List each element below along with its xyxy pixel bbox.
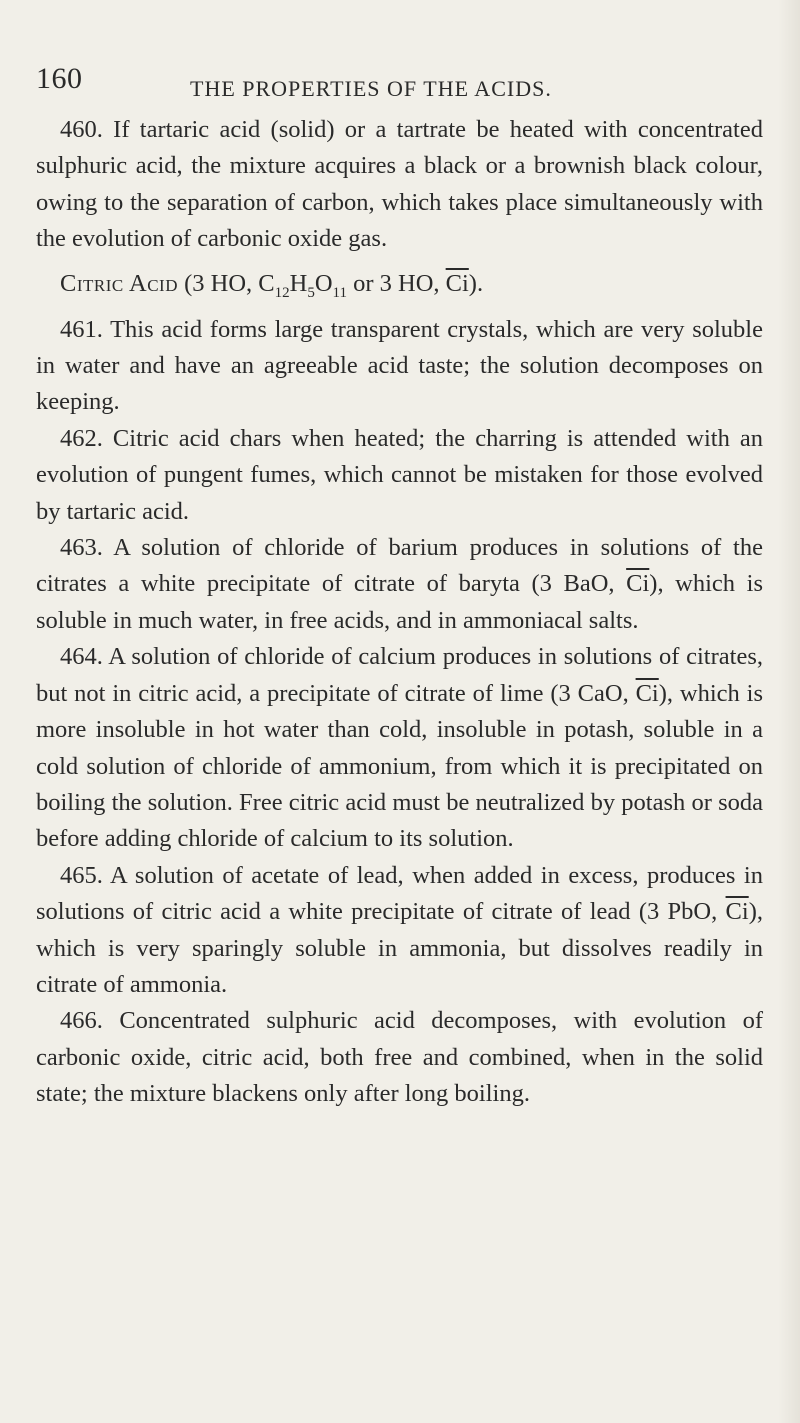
page-body [36, 112, 763, 1113]
paragraph-465-text-b: ), which is very sparingly soluble in ammonia, but dissolves readily in citrate of ammonia. [36, 898, 763, 998]
citrate-symbol: $\overline{Ci}$ [626, 570, 650, 598]
paragraph-465 [36, 858, 763, 1004]
page-header [36, 60, 756, 100]
paragraph-464-text-b: ), which is more insoluble in hot water than cold, insoluble in potash, soluble in a cold solution of chloride of ammonium, from which it is precipitated on boiling the solution. Free citric acid must be neutralized by potash or soda before adding chloride of calcium to its solution. [36, 679, 764, 853]
carbon-subscript: 12 [274, 284, 290, 301]
paragraph-463-text-a: 463. A solution of chloride of barium produces in solutions of the citrates a white precipitate of citrate of baryta (3 BaO, [36, 534, 763, 598]
formula-open: (3 HO, C [184, 269, 275, 297]
hydrogen-symbol: H [289, 269, 308, 297]
paragraph-465-text-a: 465. A solution of acetate of lead, when added in excess, produces in solutions of citric acid a white precipitate of citrate of lead (3 PbO, [36, 861, 763, 926]
section-name: Citric Acid [60, 269, 178, 297]
paragraph-464 [36, 639, 763, 857]
formula-close: ). [468, 269, 484, 297]
page-number: 160 [36, 62, 83, 95]
paragraph-463-text-b: ), which is soluble in much water, in free acids, and in ammoniacal salts. [36, 570, 764, 634]
paragraph-461: 461. This acid forms large transparent crystals, which are very soluble in water and have an agreeable acid taste; the solution decomposes on keeping. [36, 315, 763, 416]
page-edge-shadow [778, 0, 800, 1423]
oxygen-subscript: 11 [332, 284, 347, 301]
paragraph-463 [36, 530, 763, 639]
section-formula [184, 269, 484, 301]
running-title: THE PROPERTIES OF THE ACIDS. [190, 76, 552, 101]
citrate-symbol: $\overline{Ci}$ [725, 898, 749, 926]
section-heading-citric-acid [36, 266, 763, 302]
formula-or: or 3 HO, [346, 269, 446, 297]
citrate-symbol: $\overline{Ci}$ [445, 269, 469, 297]
citrate-symbol: $\overline{Ci}$ [635, 679, 659, 707]
oxygen-symbol: O [314, 269, 333, 297]
paragraph-462: 462. Citric acid chars when heated; the charring is attended with an evolution of pungent fumes, which cannot be mistaken for those evolved by tartaric acid. [36, 424, 763, 525]
hydrogen-subscript: 5 [307, 284, 315, 301]
paragraph-464-text-a: 464. A solution of chloride of calcium produces in solutions of citrates, but not in citric acid, a precipitate of citrate of lime (3 CaO, [36, 643, 763, 707]
paragraph-460: 460. If tartaric acid (solid) or a tartrate be heated with concentrated sulphuric acid, the mixture acquires a black or a brownish black colour, owing to the separation of carbon, which takes place simultaneously with the evolution of carbonic oxide gas. [36, 116, 763, 253]
paragraph-466: 466. Concentrated sulphuric acid decomposes, with evolution of carbonic oxide, citric acid, both free and combined, when in the solid state; the mixture blackens only after long boiling. [36, 1007, 763, 1108]
